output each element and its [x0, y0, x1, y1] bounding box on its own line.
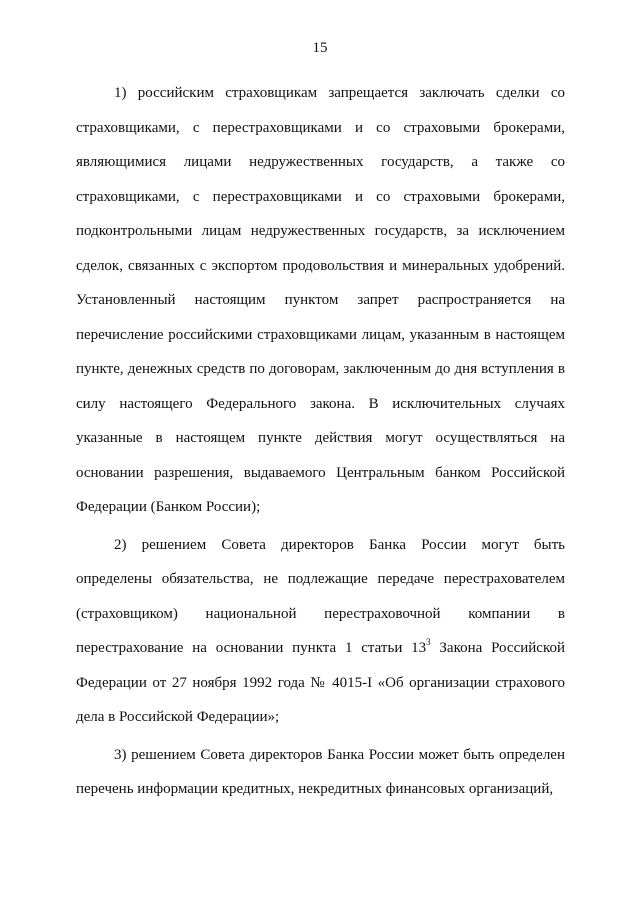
text-line: силу настоящего Федерального закона. В исключительных случаях [76, 395, 565, 412]
text-line: подконтрольными лицам недружественных государств, за исключением [76, 223, 565, 239]
text-line: являющимися лицами недружественных государств, а также со [76, 154, 565, 170]
text-line: указанные в настоящем пункте действия могут осуществляться на [76, 430, 565, 446]
text-line: перечисление российскими страховщиками лицам, указанным в настоящем [76, 326, 565, 343]
text-line: 1) российским страховщикам запрещается заключать сделки со [114, 85, 565, 101]
paragraph [76, 528, 565, 735]
text-line [76, 631, 565, 666]
text-line: дела в Российской Федерации»; [76, 709, 280, 725]
page-number: 15 [312, 40, 328, 56]
text-line: перечень информации кредитных, некредитных финансовых организаций, [76, 781, 554, 797]
superscript: 3 [426, 637, 431, 647]
text-segment: перестрахование на основании пункта 1 статьи 13 [76, 640, 427, 656]
text-line: страховщиками, с перестраховщиками и со страховыми брокерами, [76, 188, 565, 205]
paragraph [76, 738, 565, 807]
text-line: Федерации (Банком России); [76, 499, 261, 515]
text-segment: Закона Российской [430, 640, 566, 656]
text-line: Установленный настоящим пунктом запрет распространяется на [76, 292, 565, 308]
text-line: 3) решением Совета директоров Банка России может быть определен [114, 746, 565, 763]
text-line: страховщиками, с перестраховщиками и со страховыми брокерами, [76, 119, 565, 136]
text-line: Федерации от 27 ноября 1992 года № 4015-I «Об организации страхового [76, 674, 565, 691]
text-line: основании разрешения, выдаваемого Центральным банком Российской [76, 464, 565, 481]
text-line: (страховщиком) национальной перестраховочной компании в [76, 605, 565, 622]
text-line: 2) решением Совета директоров Банка России могут быть [114, 536, 565, 553]
document-body [76, 76, 565, 807]
text-line: пункте, денежных средств по договорам, заключенным до дня вступления в [76, 361, 565, 377]
paragraph [76, 76, 565, 525]
text-line: сделок, связанных с экспортом продовольствия и минеральных удобрений. [76, 257, 565, 274]
text-line: определены обязательства, не подлежащие передаче перестрахователем [76, 571, 565, 587]
